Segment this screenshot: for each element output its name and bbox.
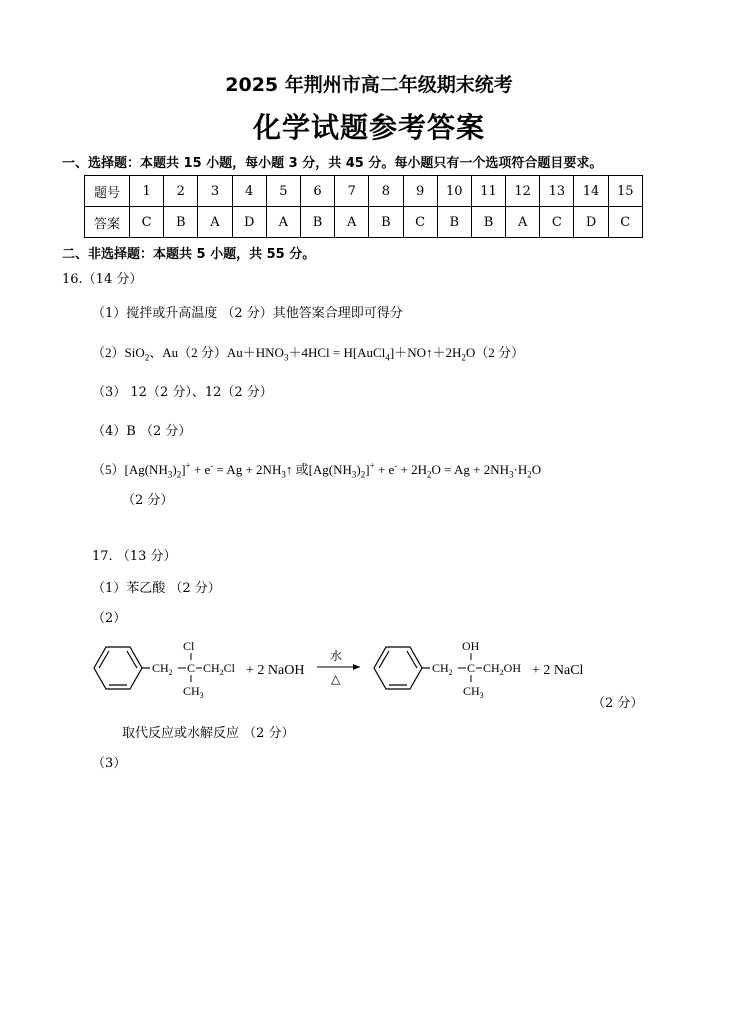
q16-a5-part: + e xyxy=(374,462,395,477)
row-label-answer: 答案 xyxy=(85,207,130,238)
answer-table xyxy=(84,175,643,238)
q16-a5-sub: 2 xyxy=(527,469,532,480)
question-number-cell: 7 xyxy=(335,176,369,207)
question-number-cell: 4 xyxy=(232,176,266,207)
q16-a5-part: ·H xyxy=(513,462,528,477)
q16-a5-sub: 3 xyxy=(509,469,514,480)
answer-cell: B xyxy=(164,207,198,238)
reactant-c: C xyxy=(187,661,196,675)
question-number-cell: 13 xyxy=(540,176,574,207)
table-row-answers xyxy=(85,207,643,238)
reactant-ch3: $CH_3$ xyxy=(183,684,204,700)
document-title: 化学试题参考答案 xyxy=(252,111,485,144)
question-number-cell: 2 xyxy=(164,176,198,207)
answer-cell: A xyxy=(506,207,540,238)
condition-heat: △ xyxy=(331,672,341,686)
answer-cell: A xyxy=(266,207,300,238)
answer-cell: C xyxy=(608,207,642,238)
product-ch2oh: $CH_2OH$ xyxy=(483,661,522,677)
question-number-cell: 11 xyxy=(471,176,505,207)
byproduct-nacl: + 2 NaCl xyxy=(532,663,584,678)
q16-a2-end: O（2 分） xyxy=(465,345,524,360)
answer-cell: B xyxy=(369,207,403,238)
product-ch3: $CH_3$ xyxy=(463,684,484,700)
q16-a5-sup: + xyxy=(369,460,375,471)
condition-water: 水 xyxy=(330,649,343,663)
question-number-cell: 3 xyxy=(198,176,232,207)
question-number-cell: 5 xyxy=(266,176,300,207)
q17-reaction-type: 取代反应或水解反应 （2 分） xyxy=(122,726,295,741)
exam-title: 2025 年荆州市高二年级期末统考 xyxy=(225,74,513,96)
answer-cell: B xyxy=(471,207,505,238)
q16-a5-part: ] xyxy=(181,462,186,477)
q16-a5-sub: 2 xyxy=(360,469,366,480)
product-oh-top: OH xyxy=(462,639,480,653)
q16-a5-part: ) xyxy=(356,462,361,477)
answer-cell: A xyxy=(335,207,369,238)
q16-a5-part: + 2H xyxy=(397,462,428,477)
part1-heading: 一、选择题：本题共 15 小题，每小题 3 分，共 45 分。每小题只有一个选项符合题目要求。 xyxy=(62,156,603,171)
q16-a5-part: + e xyxy=(190,462,211,477)
answer-cell: C xyxy=(130,207,164,238)
q16-a5-sub: 2 xyxy=(176,469,182,480)
q17-answer-2-score: （2 分） xyxy=(592,696,644,711)
q17-header: 17. （13 分） xyxy=(92,549,177,564)
q16-a5-sub: 2 xyxy=(427,469,432,480)
q16-a2-sub: 2 xyxy=(144,352,150,363)
product-c: C xyxy=(467,661,476,675)
question-number-cell: 15 xyxy=(608,176,642,207)
benzene-ring-icon xyxy=(374,647,430,689)
reagent-naoh: + 2 NaOH xyxy=(246,663,305,678)
q16-a5-part: = Ag + 2NH xyxy=(213,462,282,477)
reactant-cl-top: Cl xyxy=(183,639,195,653)
q16-answer-5 xyxy=(92,459,541,480)
row-label-number: 题号 xyxy=(85,176,130,207)
q16-answer-1: （1）搅拌或升高温度 （2 分）其他答案合理即可得分 xyxy=(92,306,403,321)
answer-cell: D xyxy=(574,207,608,238)
q16-a5-part: O xyxy=(531,462,542,477)
q16-a2-tail: ]＋NO↑＋2H xyxy=(389,345,462,360)
answer-cell: D xyxy=(232,207,266,238)
question-number-cell: 1 xyxy=(130,176,164,207)
q16-a2-mid: ＋4HCl = H[AuCl xyxy=(288,345,386,360)
q16-a5-sup: + xyxy=(185,460,191,471)
q16-a5-sub: 3 xyxy=(351,469,357,480)
q16-a5-sup: - xyxy=(394,460,398,471)
q16-answer-4: （4）B （2 分） xyxy=(92,424,192,439)
reactant-ch2: $CH_2$ xyxy=(152,661,173,677)
q16-a5-part: ] xyxy=(365,462,370,477)
benzene-ring-icon xyxy=(94,647,150,689)
q16-a2-sub: 4 xyxy=(385,352,390,363)
q16-a5-part: ) xyxy=(172,462,177,477)
q16-a5-part: ↑ 或[Ag(NH xyxy=(285,462,352,477)
q16-header: 16.（14 分） xyxy=(62,272,143,287)
q16-answer-2 xyxy=(92,342,524,363)
q17-answer-3: （3） xyxy=(92,756,127,771)
q16-a5-part: O = Ag + 2NH xyxy=(431,462,510,477)
q16-a2-sio2: SiO xyxy=(124,345,145,360)
q16-a5-sub: 3 xyxy=(281,469,286,480)
part2-heading: 二、非选择题：本题共 5 小题，共 55 分。 xyxy=(62,247,316,262)
answer-cell: B xyxy=(300,207,334,238)
q16-answer-3: （3） 12（2 分）、12（2 分） xyxy=(92,385,273,400)
q16-a5-sub: 3 xyxy=(167,469,173,480)
question-number-cell: 6 xyxy=(300,176,334,207)
q16-a5-part: [Ag(NH xyxy=(124,462,168,477)
question-number-cell: 12 xyxy=(506,176,540,207)
q16-a2-au: 、Au（2 分）Au＋HNO xyxy=(149,345,284,360)
q17-answer-2: （2） xyxy=(92,611,127,626)
arrow-head-icon xyxy=(353,664,360,670)
answer-cell: C xyxy=(403,207,437,238)
q16-a2-sub: 3 xyxy=(283,352,289,363)
q16-a5-sup: - xyxy=(210,460,214,471)
product-ch2: $CH_2$ xyxy=(432,661,453,677)
question-number-cell: 10 xyxy=(437,176,471,207)
reactant-ch2cl: $CH_2Cl$ xyxy=(203,661,236,677)
q16-a2-sub: 2 xyxy=(461,352,466,363)
q16-a2-prefix: （2） xyxy=(92,345,125,360)
answer-cell: B xyxy=(437,207,471,238)
q16-answer-5-score: （2 分） xyxy=(122,493,174,508)
question-number-cell: 8 xyxy=(369,176,403,207)
answer-cell: A xyxy=(198,207,232,238)
q17-answer-1: （1）苯乙酸 （2 分） xyxy=(92,581,221,596)
question-number-cell: 9 xyxy=(403,176,437,207)
question-number-cell: 14 xyxy=(574,176,608,207)
reaction-scheme xyxy=(80,630,660,702)
table-row-numbers xyxy=(85,176,643,207)
answer-cell: C xyxy=(540,207,574,238)
q16-a5-prefix: （5） xyxy=(92,462,125,477)
